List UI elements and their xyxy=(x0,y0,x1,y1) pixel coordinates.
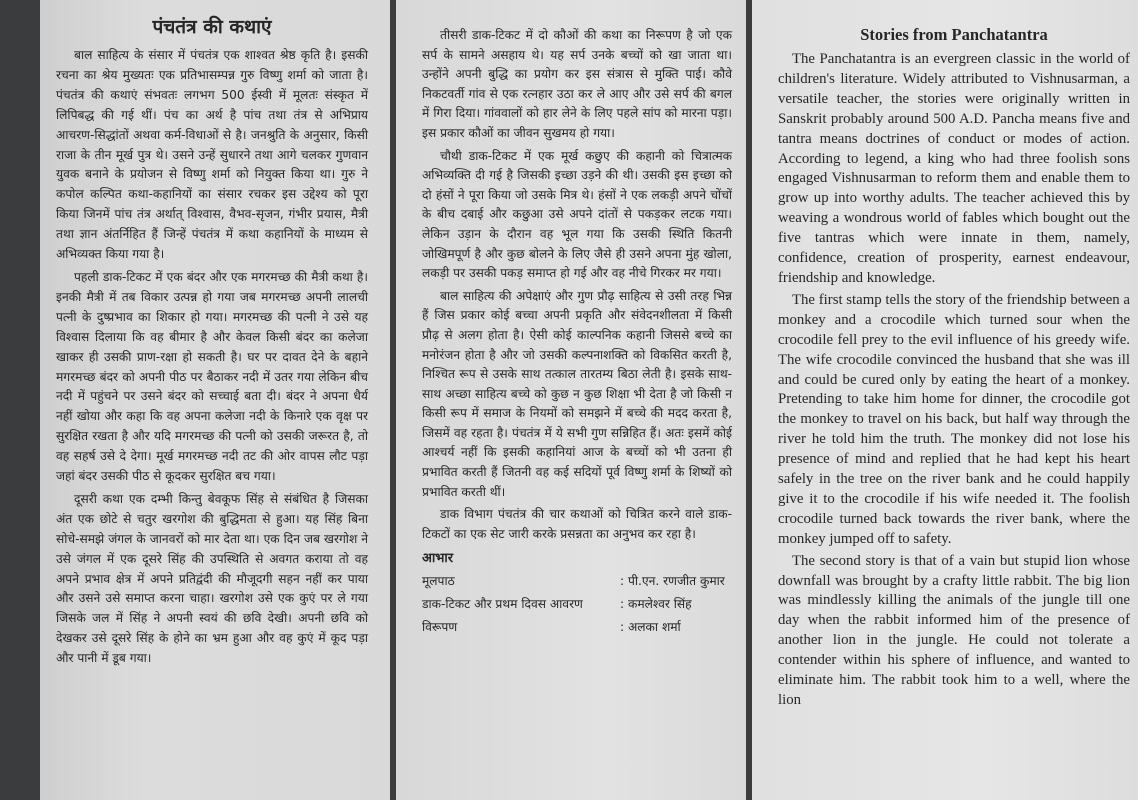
hindi-literature-paragraph: बाल साहित्य की अपेक्षाएं और गुण प्रौढ़ साहित्य से उसी तरह भिन्न हैं जिस प्रकार कोई बच्चा अपनी प्रकृति और संवेदनशीलता में किसी प्रौढ़ से अलग होता है। ऐसी कोई काल्पनिक कहानी जिससे बच्चे का मनोरंजन होता है और जो उसकी कल्पनाशक्ति को विकसित करती है, निश्चित रूप से उसके साथ तत्काल तारतम्य बिठा लेती है। इसके साथ-साथ अच्छा साहित्य बच्चे को कुछ न कुछ शिक्षा भी देता है जो किसी न किसी रूप में समाज के नियमों को समझने में बच्चे की मदद करता है, जिसमें वह रहता है। पंचतंत्र में ये सभी गुण सन्निहित हैं। अतः इसमें कोई आश्चर्य नहीं कि इसकी कहानियां आज के बच्चों को भी उतना ही प्रभावित करती हैं जितनी वह कई सदियों पूर्व विष्णु शर्मा के शिष्यों को प्रभावित करती थीं। xyxy=(422,288,732,499)
hindi-fourth-stamp-paragraph: चौथी डाक-टिकट में एक मूर्ख कछुए की कहानी को चित्रात्मक अभिव्यक्ति दी गई है जिसकी इच्छा उड़ने की थी। उसकी इस इच्छा को दो हंसों ने पूरा किया जो उसके मित्र थे। हंसों ने एक लकड़ी अपने चोंचों के बीच दबाई और कछुआ उसे अपने दांतों से पकड़कर लटक गया। लेकिन उड़ान के दौरान वह भूल गया कि उसकी स्थिति कितनी जोखिमपूर्ण है और कुछ बोलने के लिए जैसे ही उसने अपना मुंह खोला, लकड़ी पर उसकी पकड़ समाप्त हो गई और वह नीचे गिरकर मर गया। xyxy=(422,148,732,281)
hindi-page-left xyxy=(40,0,390,800)
hindi-intro-paragraph: बाल साहित्य के संसार में पंचतंत्र एक शाश्वत श्रेष्ठ कृति है। इसकी रचना का श्रेय मुख्यतः एक प्रतिभासम्पन्न गुरु विष्णु शर्मा को जाता है। पंचतंत्र की कथाएं संभवतः लगभग 500 ईस्वी में मूलतः संस्कृत में लिपिबद्ध की गई थीं। पंच का अर्थ है पांच तथा तंत्र से अभिप्राय आचरण-सिद्धांतों अथवा कर्म-विधाओं से है। जनश्रुति के अनुसार, किसी राजा के तीन मूर्ख पुत्र थे। उसने उन्हें सुधारने तथा आगे चलकर गुणवान युवक बनाने के प्रयोजन से विष्णु शर्मा को नियुक्त किया था। गुरु ने कपोल कल्पित कथा-कहानियों का संसार रचकर इस उद्देश्य को पूरा किया जिनमें पांच तंत्र अर्थात् विश्वास, वैभव-सृजन, गंभीर प्रयास, मैत्री तथा ज्ञान अंतर्निहित हैं जिन्हें पंचतंत्र में कथा कहानियों के माध्यम से अभिव्यक्त किया गया है। xyxy=(56,48,368,262)
acknowledgement-table xyxy=(422,570,732,639)
ack-role: विरूपण xyxy=(422,620,458,635)
acknowledgement-row xyxy=(422,616,732,639)
ack-role: डाक-टिकट और प्रथम दिवस आवरण xyxy=(422,597,583,612)
english-second-stamp-paragraph: The second story is that of a vain but stupid lion whose downfall was brought by a crafty little rabbit. The big lion was mindlessly killing the animals of the jungle till one day when the rabbit informed him of the presence of another lion in the jungle. He could not tolerate a contender within his sphere of influence, and wanted to eliminate him. The rabbit took him to a well, where the lion xyxy=(778,552,1130,708)
english-title: Stories from Panchatantra xyxy=(860,25,1048,44)
ack-name: : अलका शर्मा xyxy=(620,620,681,635)
ack-name: : पी.एन. रणजीत कुमार xyxy=(620,574,725,589)
hindi-title: पंचतंत्र की कथाएं xyxy=(152,16,272,38)
hindi-department-paragraph: डाक विभाग पंचतंत्र की चार कथाओं को चित्रित करने वाले डाक-टिकटों का एक सेट जारी करके प्रसन्नता का अनुभव कर रहा है। xyxy=(422,507,732,541)
ack-name: : कमलेश्वर सिंह xyxy=(620,597,692,612)
english-intro-paragraph: The Panchatantra is an evergreen classic in the world of children's literature. Widely attributed to Vishnusarman, a versatile teacher, the stories were originally written in Sanskrit probably around 500 A.D. Pancha means five and tantra means doctrines of conduct or modes of action. According to legend, a king who had three foolish sons engaged Vishnusarman to reform them and enable them to grow up into worthy adults. The teacher achieved this by weaving a wondrous world of fables which bought out the five tantras which were innate in them, namely, confidence, creation of prosperity, earnest endeavour, friendship and knowledge. xyxy=(778,51,1130,286)
english-first-stamp-paragraph: The first stamp tells the story of the friendship between a monkey and a crocodile which turned sour when the crocodile fell prey to the evil influence of his greedy wife. The wife crocodile convinced the husband that she was ill and could be cured only by eating the heart of a monkey. Pretending to take him home for dinner, the crocodile got the monkey to travel on his back, but half way through the river he told him the truth. The monkey did not lose his presence of mind and replied that he had kept his heart safely in the tree on the river bank and he could happily give it to the crocodile if his wife needed it. The foolish crocodile turned back towards the river bank, where the monkey jumped off to safety. xyxy=(778,291,1130,547)
english-page-right xyxy=(752,0,1138,800)
ack-role: मूलपाठ xyxy=(422,574,455,589)
hindi-third-stamp-paragraph: तीसरी डाक-टिकट में दो कौओं की कथा का निरूपण है जो एक सर्प के सामने असहाय थे। यह सर्प उनके बच्चों को खा जाता था। उन्होंने अपनी बुद्धि का प्रयोग कर इस संत्रास से मुक्ति पाई। कौवे निकटवर्ती गांव से एक रत्नहार उठा कर ले आए और उसे सर्प की बगल में गिरा दिया। गांववालों को हार लेने के लिए पहले सांप को मारना पड़ा। इस प्रकार कौओं का जीवन सुखमय हो गया। xyxy=(422,28,732,140)
hindi-first-stamp-paragraph: पहली डाक-टिकट में एक बंदर और एक मगरमच्छ की मैत्री कथा है। इनकी मैत्री में तब विकार उत्पन्न हो गया जब मगरमच्छ अपनी लालची पत्नी के दुष्प्रभाव का शिकार हो गया। मगरमच्छ की पत्नी ने उसे यह विश्वास दिलाया कि वह बीमार है और केवल किसी बंदर का कलेजा खाकर ही उसकी प्राण-रक्षा हो सकती है। घर पर दावत देने के बहाने मगरमच्छ बंदर को अपनी पीठ पर बैठाकर नदी में उतर गया लेकिन बीच नदी में पहुंचने पर उसने बंदर को सच्चाई बता दी। बंदर ने अपना धैर्य नहीं खोया और कहा कि वह अपना कलेजा नदी के किनारे एक वृक्ष पर सुरक्षित रखता है और यदि मगरमच्छ की पत्नी को उसकी जरूरत है, तो वह सहर्ष उसे दे देगा। मूर्ख मगरमच्छ नदी तट की ओर वापस लौट पड़ा जहां बंदर उसकी पीठ से कूदकर सुरक्षित बच गया। xyxy=(56,269,368,484)
acknowledgement-row xyxy=(422,570,732,593)
hindi-page-middle xyxy=(396,0,746,800)
acknowledgement-row xyxy=(422,593,732,616)
acknowledgement-heading: आभार xyxy=(422,551,454,567)
hindi-second-stamp-paragraph: दूसरी कथा एक दम्भी किन्तु बेवकूफ सिंह से संबंधित है जिसका अंत एक छोटे से चतुर खरगोश की बुद्धिमता से हुआ। यह सिंह बिना सोचे-समझे जंगल के जानवरों को मार देता था। एक दिन जब खरगोश ने उसे जंगल में एक दूसरे सिंह की उपस्थिति से अवगत कराया तो वह अपने प्रभाव क्षेत्र में अपने प्रतिद्वंदी की मौजूदगी सहन नहीं कर पाया और उसने उसे समाप्त करना चाहा। खरगोश उसे एक कुएं पर ले गया जिसके जल में सिंह ने अपनी स्वयं की छवि देखी। अपनी छवि को देखकर उसे दूसरे सिंह के होने का भ्रम हुआ और वह कुएं में कूद पड़ा और पानी में डूब गया। xyxy=(56,491,368,666)
